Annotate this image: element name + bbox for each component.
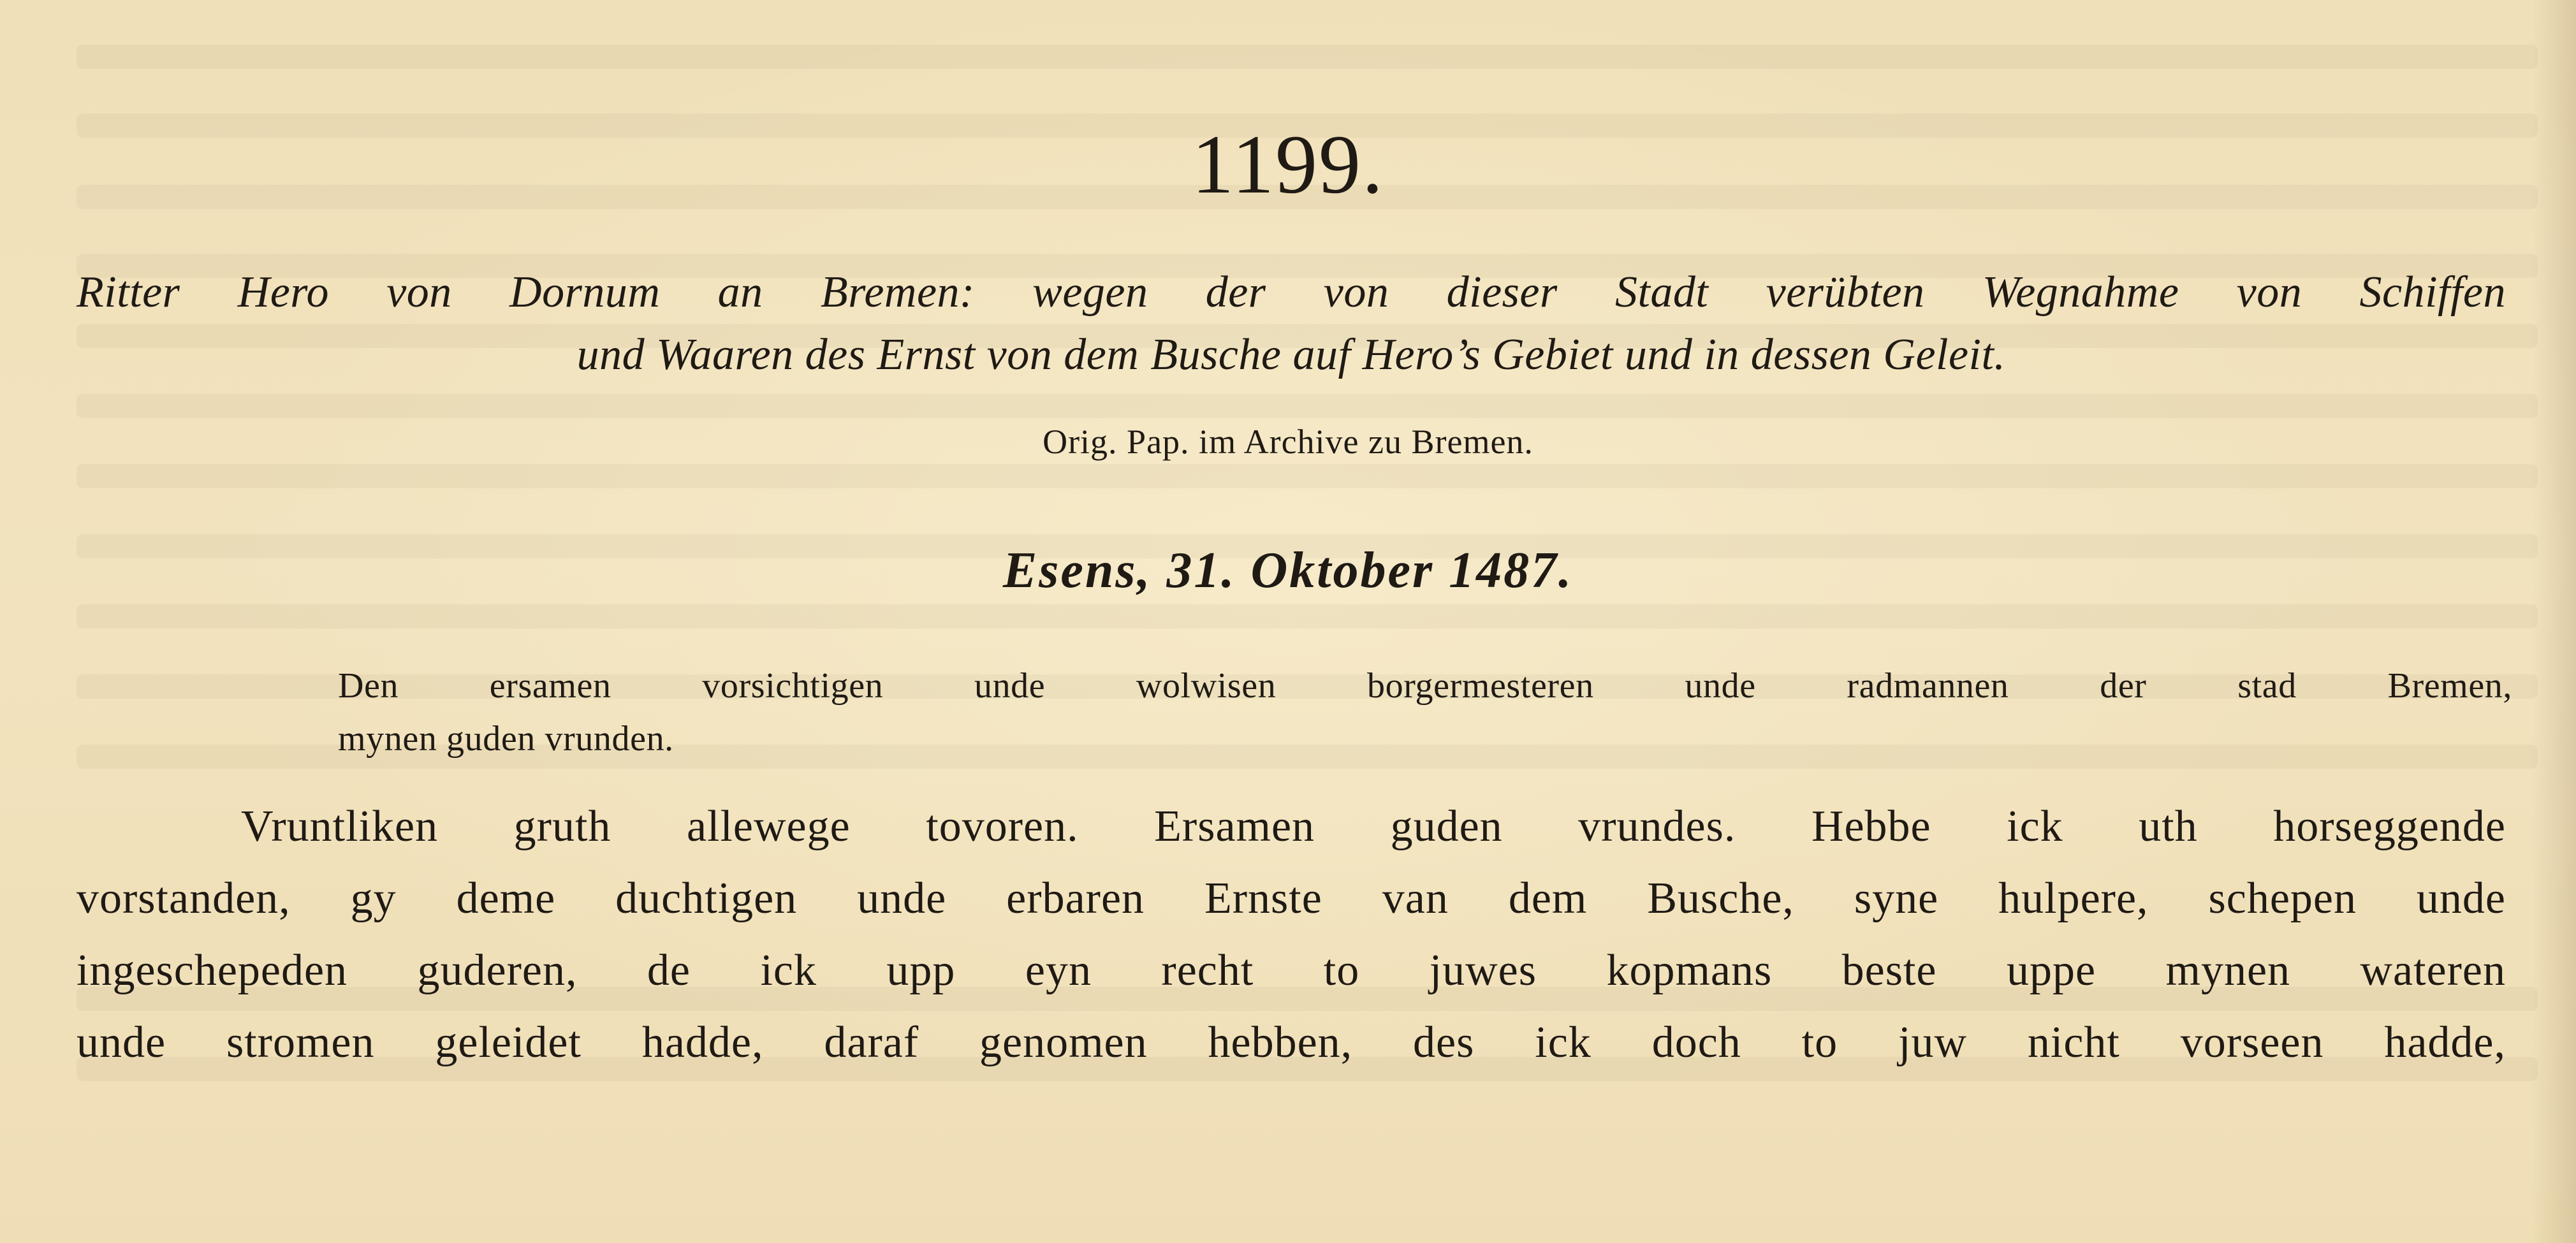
body-line: unde stromen geleidet hadde, daraf genomen hebben, des ick doch to juw nicht vorseen hadde, [77, 1018, 2506, 1067]
letter-body [77, 790, 2506, 1079]
document-number: 1199. [1191, 117, 1385, 211]
regest-line: Ritter Hero von Dornum an Bremen: wegen der von dieser Stadt verübten Wegnahme von Schiffen [77, 268, 2506, 317]
regest-line: und Waaren des Ernst von dem Busche auf Hero’s Gebiet und in dessen Geleit. [576, 330, 2006, 379]
address-line: mynen guden vrunden. [338, 719, 674, 759]
source-note: Orig. Pap. im Archive zu Bremen. [1043, 423, 1533, 461]
letter-address [338, 660, 2512, 712]
address-line: Den ersamen vorsichtigen unde wolwisen borgermesteren unde radmannen der stad Bremen, [338, 666, 2512, 706]
regest-summary [77, 261, 2506, 386]
body-line: vorstanden, gy deme duchtigen unde erbaren Ernste van dem Busche, syne hulpere, schepen unde [77, 874, 2506, 923]
body-line: Vruntliken gruth allewege tovoren. Ersamen guden vrundes. Hebbe ick uth horseggende [241, 802, 2506, 851]
dateline: Esens, 31. Oktober 1487. [1002, 542, 1574, 599]
body-line: ingeschepeden guderen, de ick upp eyn recht to juwes kopmans beste uppe mynen wateren [77, 946, 2506, 995]
